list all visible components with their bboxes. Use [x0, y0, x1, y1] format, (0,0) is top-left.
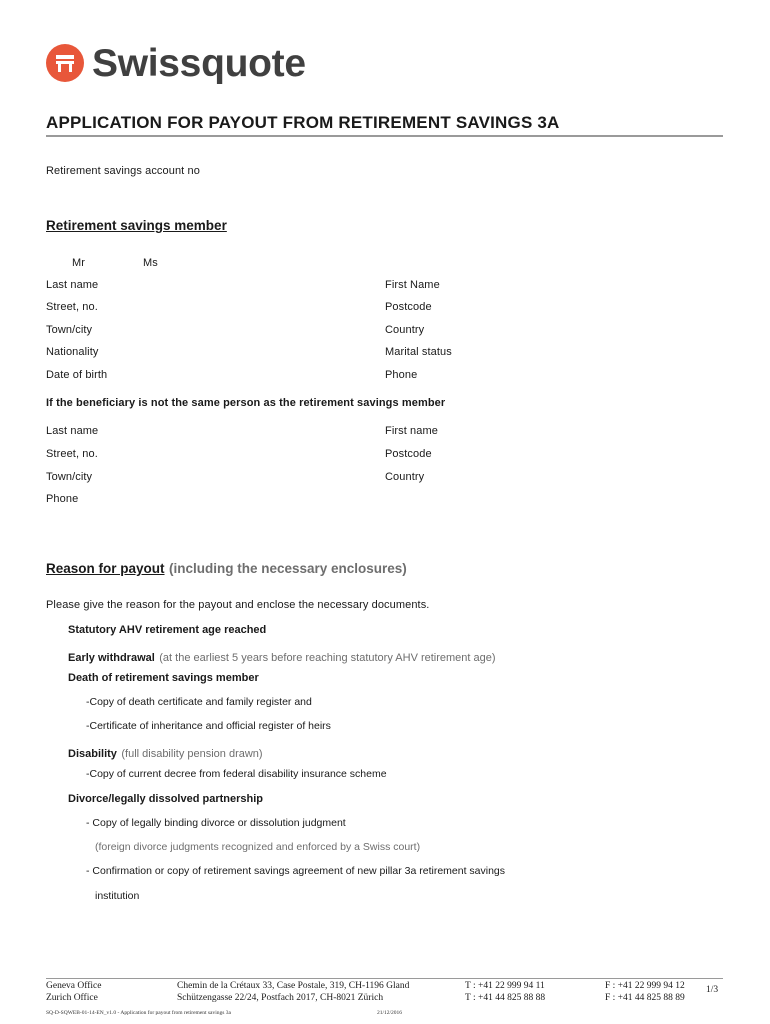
footer-geneva-fax: F : +41 22 999 94 12 [605, 981, 685, 991]
footer-geneva-phone: T : +41 22 999 94 11 [465, 981, 545, 991]
divorce-enclosure-item: - Copy of legally binding divorce or dissolution judgment [86, 817, 346, 829]
member-marital-status-label: Marital status [385, 346, 452, 358]
member-town-label: Town/city [46, 324, 93, 336]
divorce-enclosure-item: - Confirmation or copy of retirement savings agreement of new pillar 3a retirement savings [86, 865, 506, 877]
footer-geneva-address: Chemin de la Crétaux 33, Case Postale, 319, CH-1196 Gland [177, 981, 410, 991]
beneficiary-note: If the beneficiary is not the same person as the retirement savings member [46, 397, 446, 409]
beneficiary-town-label: Town/city [46, 471, 93, 483]
early-withdrawal-note: (at the earliest 5 years before reaching statutory AHV retirement age) [159, 652, 496, 664]
footer-zurich-address: Schützengasse 22/24, Postfach 2017, CH-8021 Zürich [177, 993, 384, 1003]
death-enclosure-item: -Certificate of inheritance and official register of heirs [86, 720, 331, 732]
member-nationality-label: Nationality [46, 346, 99, 358]
footer-zurich-phone: T : +41 44 825 88 88 [465, 993, 546, 1003]
swissquote-logo-icon [46, 44, 84, 82]
member-postcode-label: Postcode [385, 301, 432, 313]
reason-heading-text: Reason for payout [46, 561, 165, 576]
divorce-enclosure-note: (foreign divorce judgments recognized and enforced by a Swiss court) [95, 841, 421, 853]
reason-section-heading [46, 560, 407, 578]
member-phone-label: Phone [385, 369, 418, 381]
logo-wordmark: Swissquote [92, 42, 306, 85]
page-title: APPLICATION FOR PAYOUT FROM RETIREMENT SAVINGS 3A [46, 113, 560, 132]
footer-geneva-office: Geneva Office [46, 981, 102, 991]
title-divider [46, 135, 723, 137]
footer-zurich-office: Zurich Office [46, 993, 98, 1003]
reason-early-withdrawal-option[interactable] [68, 648, 496, 666]
page-number: 1/3 [706, 985, 719, 995]
reason-intro: Please give the reason for the payout and enclose the necessary documents. [46, 599, 430, 611]
member-first-name-label: First Name [385, 279, 440, 291]
member-section-heading: Retirement savings member [46, 218, 227, 233]
reason-divorce-option[interactable]: Divorce/legally dissolved partnership [68, 793, 264, 805]
salutation-ms-option[interactable]: Ms [143, 257, 158, 269]
disability-enclosure-item: -Copy of current decree from federal disability insurance scheme [86, 768, 387, 780]
footer-zurich-fax: F : +41 44 825 88 89 [605, 993, 685, 1003]
divorce-enclosure-item-continued: institution [95, 890, 140, 902]
member-birthdate-label: Date of birth [46, 369, 108, 381]
beneficiary-postcode-label: Postcode [385, 448, 432, 460]
beneficiary-last-name-label: Last name [46, 425, 99, 437]
disability-label: Disability [68, 748, 117, 760]
member-country-label: Country [385, 324, 425, 336]
beneficiary-first-name-label: First name [385, 425, 438, 437]
salutation-mr-option[interactable]: Mr [72, 257, 86, 269]
account-number-label: Retirement savings account no [46, 165, 200, 177]
reason-heading-subtext: (including the necessary enclosures) [168, 561, 407, 576]
member-last-name-label: Last name [46, 279, 99, 291]
reason-ahv-option[interactable]: Statutory AHV retirement age reached [68, 624, 267, 636]
document-reference: SQ-D-SQWEB-01-14-EN_v1.0 - Application for payout from retirement savings 3a [46, 1010, 231, 1016]
early-withdrawal-label: Early withdrawal [68, 652, 155, 664]
beneficiary-phone-label: Phone [46, 493, 79, 505]
reason-disability-option[interactable] [68, 744, 263, 762]
footer-divider [46, 978, 723, 979]
member-street-label: Street, no. [46, 301, 98, 313]
document-date: 21/12/2016 [377, 1010, 403, 1016]
beneficiary-street-label: Street, no. [46, 448, 98, 460]
disability-note: (full disability pension drawn) [121, 748, 263, 760]
reason-death-option[interactable]: Death of retirement savings member [68, 672, 259, 684]
beneficiary-country-label: Country [385, 471, 425, 483]
death-enclosure-item: -Copy of death certificate and family register and [86, 696, 312, 708]
